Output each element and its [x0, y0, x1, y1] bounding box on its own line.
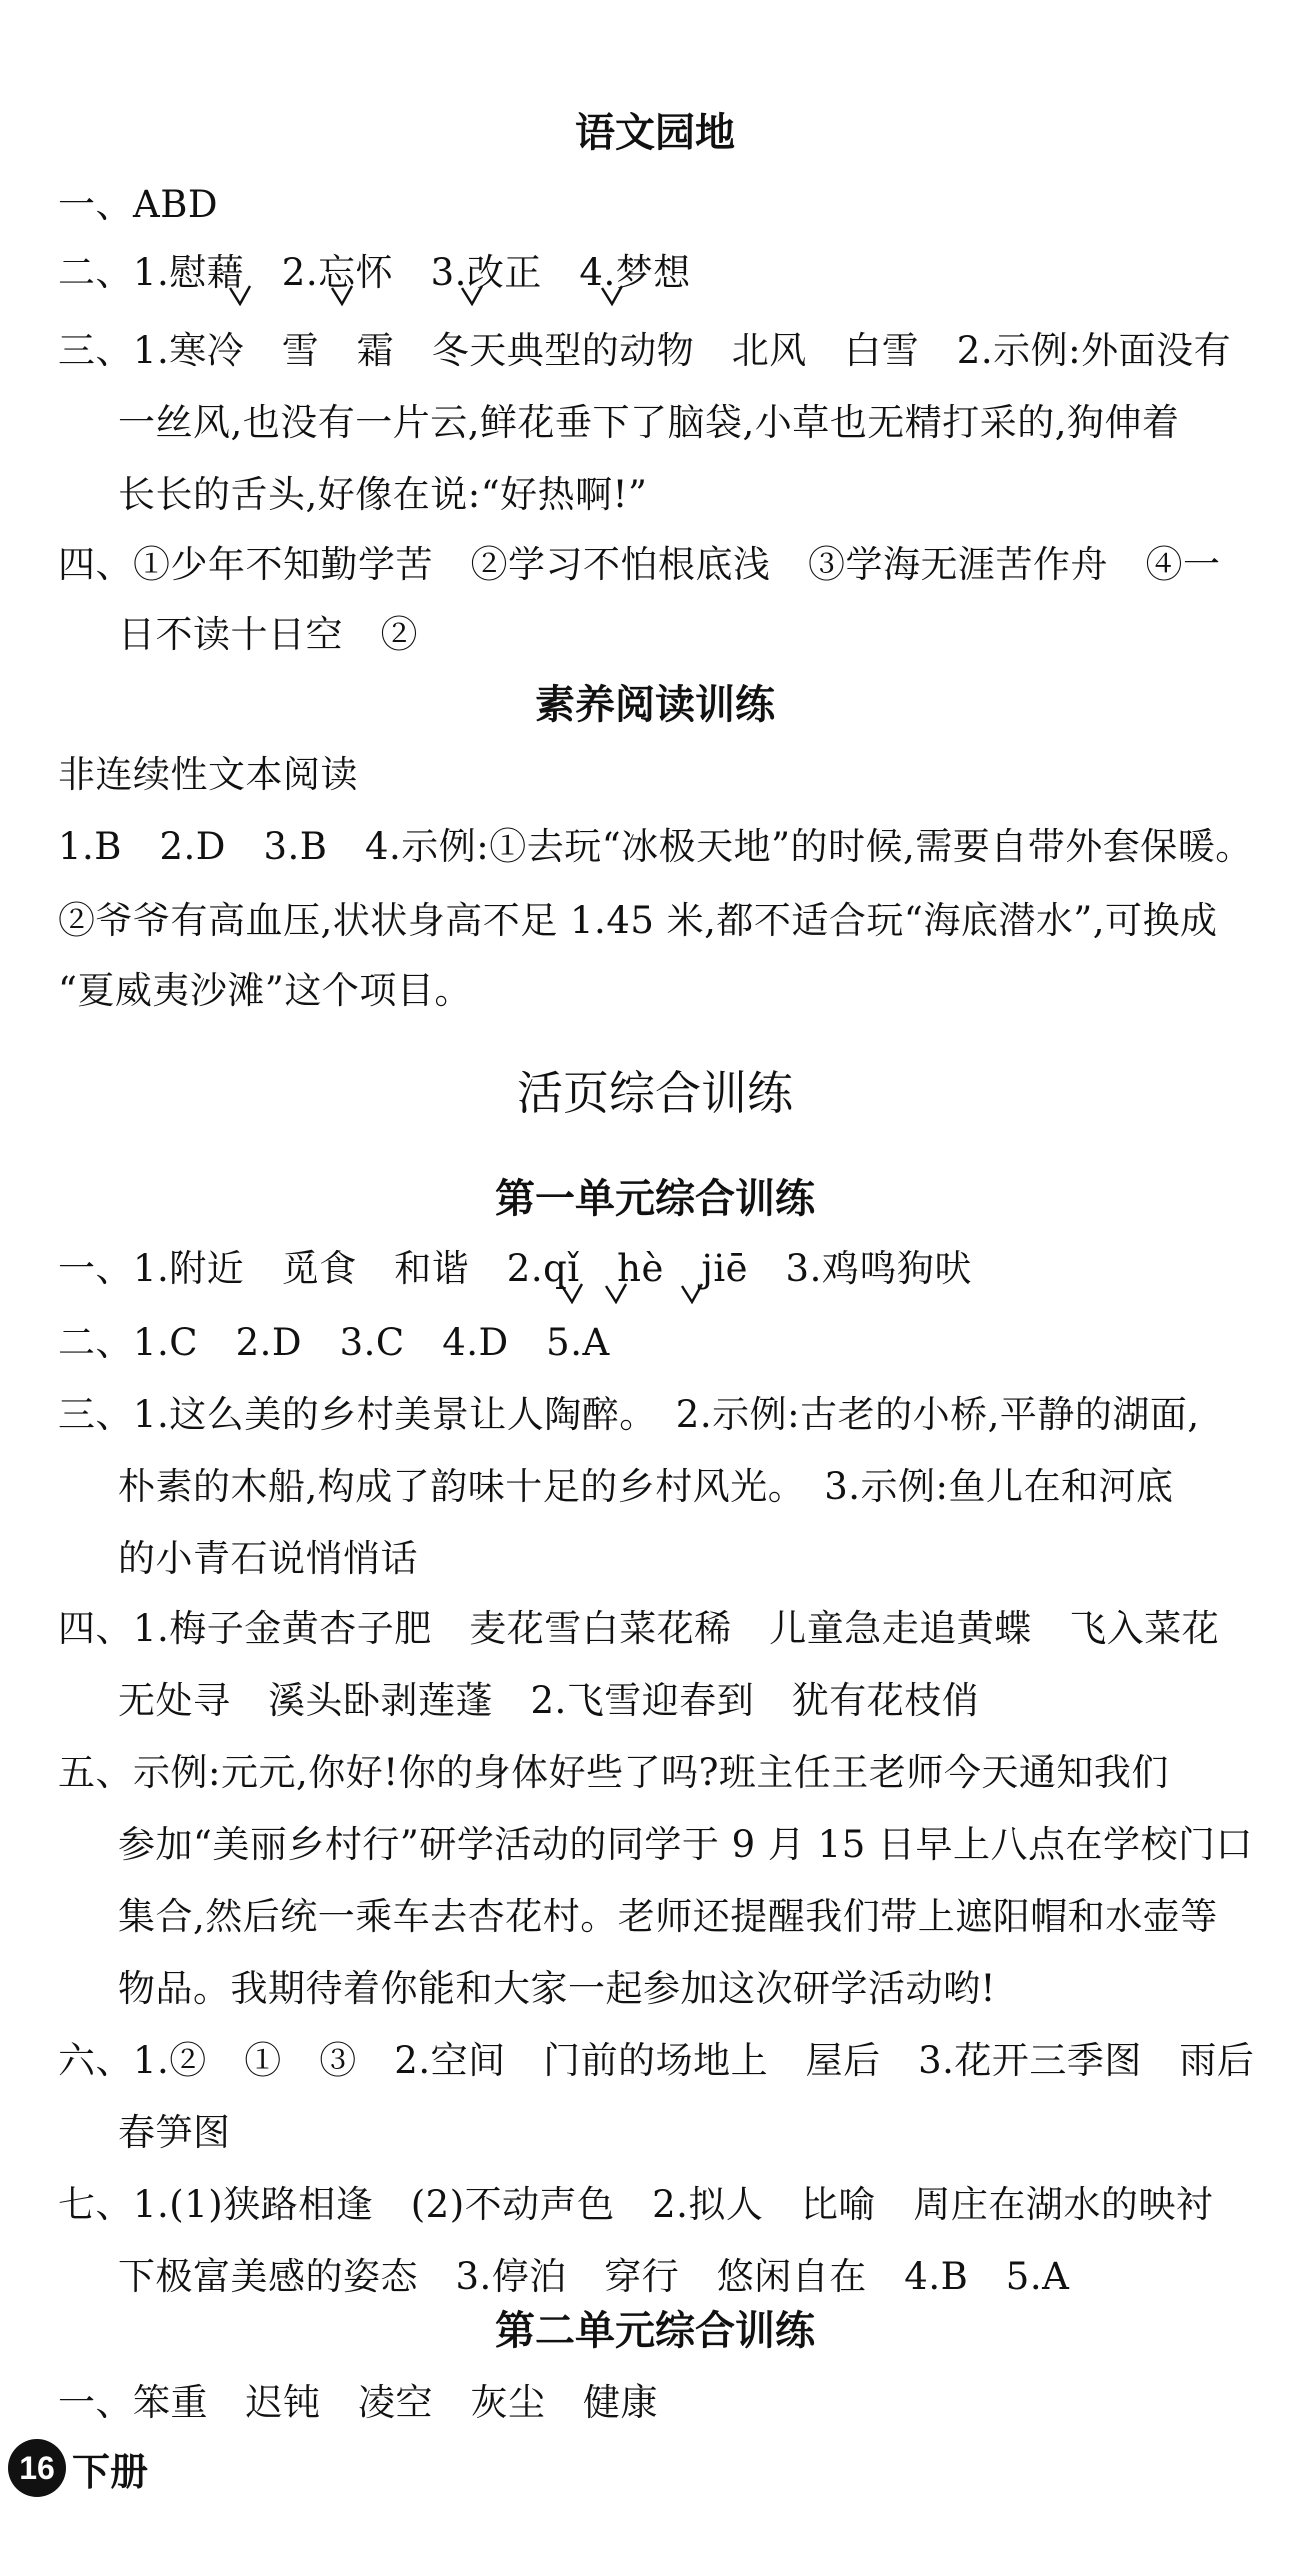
check-mark-icon [330, 284, 354, 306]
check-mark-icon [600, 284, 624, 306]
answer-line: 日不读十日空 ② [118, 613, 418, 656]
answer-line: ②爷爷有高血压,状状身高不足 1.45 米,都不适合玩“海底潜水”,可换成 [58, 899, 1218, 942]
answer-line: “夏威夷沙滩”这个项目。 [58, 969, 472, 1012]
answer-line: 一丝风,也没有一片云,鲜花垂下了脑袋,小草也无精打采的,狗伸着 [118, 401, 1180, 444]
answer-line: 一、笨重 迟钝 凌空 灰尘 健康 [58, 2381, 658, 2424]
answer-line: 1.B 2.D 3.B 4.示例:①去玩“冰极天地”的时候,需要自带外套保暖。 [58, 825, 1253, 868]
answer-line: 二、1.C 2.D 3.C 4.D 5.A [58, 1321, 610, 1364]
check-mark-icon [228, 284, 252, 306]
answer-line: 六、1.② ① ③ 2.空间 门前的场地上 屋后 3.花开三季图 雨后 [58, 2039, 1255, 2082]
answer-line: 下极富美感的姿态 3.停泊 穿行 悠闲自在 4.B 5.A [118, 2255, 1070, 2298]
section-title-huoye: 活页综合训练 [517, 1066, 793, 1120]
answer-line: 集合,然后统一乘车去杏花村。老师还提醒我们带上遮阳帽和水壶等 [118, 1895, 1218, 1938]
answer-line: 一、ABD [58, 183, 219, 226]
check-mark-icon [604, 1282, 628, 1304]
check-mark-icon [460, 284, 484, 306]
answer-line: 四、①少年不知勤学苦 ②学习不怕根底浅 ③学海无涯苦作舟 ④一 [58, 543, 1221, 586]
section-title-yuwen-yuandi: 语文园地 [575, 110, 735, 156]
answer-line: 朴素的木船,构成了韵味十足的乡村风光。 3.示例:鱼儿在和河底 [118, 1465, 1174, 1508]
volume-label: 下册 [72, 2449, 149, 2494]
answer-line: 一、1.附近 觅食 和谐 2.qǐ hè jiē 3.鸡鸣狗吠 [58, 1247, 972, 1290]
section-title-suyang: 素养阅读训练 [535, 682, 775, 728]
answer-line: 三、1.寒冷 雪 霜 冬天典型的动物 北风 白雪 2.示例:外面没有 [58, 329, 1232, 372]
answer-line: 七、1.(1)狭路相逢 (2)不动声色 2.拟人 比喻 周庄在湖水的映衬 [58, 2183, 1214, 2226]
answer-line: 春笋图 [118, 2111, 231, 2154]
answer-line: 五、示例:元元,你好!你的身体好些了吗?班主任王老师今天通知我们 [58, 1751, 1169, 1794]
check-mark-icon [560, 1282, 584, 1304]
answer-line: 二、1.慰藉 2.忘怀 3.改正 4.梦想 [58, 251, 691, 294]
page-number: 16 [8, 2439, 66, 2497]
check-mark-icon [680, 1282, 704, 1304]
answer-line: 的小青石说悄悄话 [118, 1537, 418, 1580]
page-footer [8, 2438, 148, 2498]
answer-line: 参加“美丽乡村行”研学活动的同学于 9 月 15 日早上八点在学校门口 [118, 1823, 1253, 1866]
answer-line: 四、1.梅子金黄杏子肥 麦花雪白菜花稀 儿童急走追黄蝶 飞入菜花 [58, 1607, 1220, 1650]
section-title-unit1: 第一单元综合训练 [495, 1176, 815, 1222]
section-title-unit2: 第二单元综合训练 [495, 2308, 815, 2354]
answer-line: 非连续性文本阅读 [58, 753, 358, 796]
answer-line: 长长的舌头,好像在说:“好热啊!” [118, 473, 648, 516]
answer-line: 三、1.这么美的乡村美景让人陶醉。 2.示例:古老的小桥,平静的湖面, [58, 1393, 1200, 1436]
answer-line: 无处寻 溪头卧剥莲蓬 2.飞雪迎春到 犹有花枝俏 [118, 1679, 980, 1722]
answer-line: 物品。我期待着你能和大家一起参加这次研学活动哟! [118, 1967, 996, 2010]
